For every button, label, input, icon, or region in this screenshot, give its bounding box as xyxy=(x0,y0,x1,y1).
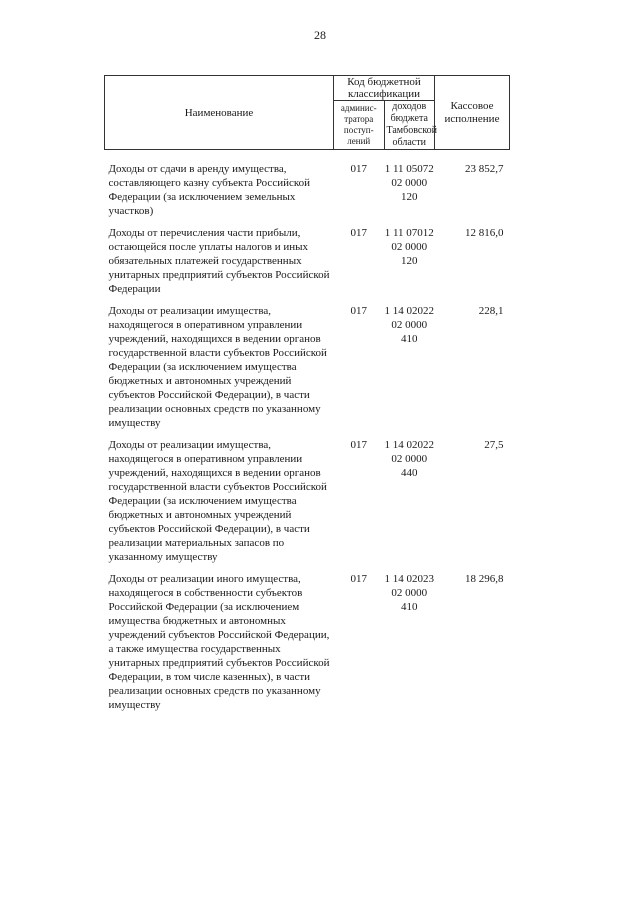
row-admin-code: 017 xyxy=(350,227,367,239)
header-name: Наименование xyxy=(105,76,334,150)
row-name: Доходы от реализации имущества, находящегося в оперативном управлении учреждений, находящихся в ведении органов государственной власти субъектов Российской Федерации (за исключением имущества бюджетных и автономных учреждений субъектов Российской Федерации), в части реализации материальных запасов по указанному имуществу xyxy=(108,439,327,563)
header-cash-execution: Кассовое исполнение xyxy=(435,76,510,150)
row-admin-code: 017 xyxy=(350,163,367,175)
row-cash-amount: 18 296,8 xyxy=(465,573,504,585)
revenue-table xyxy=(104,75,510,712)
row-name: Доходы от реализации иного имущества, находящегося в собственности субъектов Российской Федерации (за исключением имущества бюджетных и автономных учреждений субъектов Российской Федерации, а также имущества государственных унитарных предприятий субъектов Российской Федерации, в том числе казенных), в части реализации основных средств по указанному имуществу xyxy=(108,573,330,711)
row-name: Доходы от сдачи в аренду имущества, составляющего казну субъекта Российской Федерации (за исключением земельных участков) xyxy=(108,163,311,217)
header-row-top xyxy=(105,76,510,101)
row-budget-code: 1 14 02022 02 0000 410 xyxy=(384,305,434,345)
header-income: доходов бюджета Тамбовской области xyxy=(384,101,435,150)
row-budget-code: 1 14 02022 02 0000 440 xyxy=(384,439,434,479)
row-budget-code: 1 11 05072 02 0000 120 xyxy=(384,163,434,203)
table-row xyxy=(105,226,510,304)
header-admin: админис-тратора поступ-лений xyxy=(334,101,385,150)
row-admin-code: 017 xyxy=(350,305,367,317)
header-budget-code-group: Код бюджетной классификации xyxy=(334,76,435,101)
table-row xyxy=(105,572,510,712)
row-cash-amount: 12 816,0 xyxy=(465,227,504,239)
row-budget-code: 1 11 07012 02 0000 120 xyxy=(384,227,434,267)
table-row xyxy=(105,150,510,227)
table-body xyxy=(105,150,510,713)
row-name: Доходы от реализации имущества, находящегося в оперативном управлении учреждений, находящихся в ведении органов государственной власти субъектов Российской Федерации (за исключением имущества бюджетных и автономных учреждений субъектов Российской Федерации), в части реализации основных средств по указанному имуществу xyxy=(108,305,327,429)
row-cash-amount: 23 852,7 xyxy=(465,163,504,175)
page-number: 28 xyxy=(314,28,326,42)
row-cash-amount: 228,1 xyxy=(478,305,504,317)
row-budget-code: 1 14 02023 02 0000 410 xyxy=(384,573,434,613)
row-admin-code: 017 xyxy=(350,439,367,451)
row-cash-amount: 27,5 xyxy=(484,439,504,451)
row-admin-code: 017 xyxy=(350,573,367,585)
table-row xyxy=(105,304,510,438)
table-header xyxy=(105,76,510,150)
row-name: Доходы от перечисления части прибыли, остающейся после уплаты налогов и иных обязательных платежей государственных унитарных предприятий субъектов Российской Федерации xyxy=(108,227,330,295)
table-row xyxy=(105,438,510,572)
